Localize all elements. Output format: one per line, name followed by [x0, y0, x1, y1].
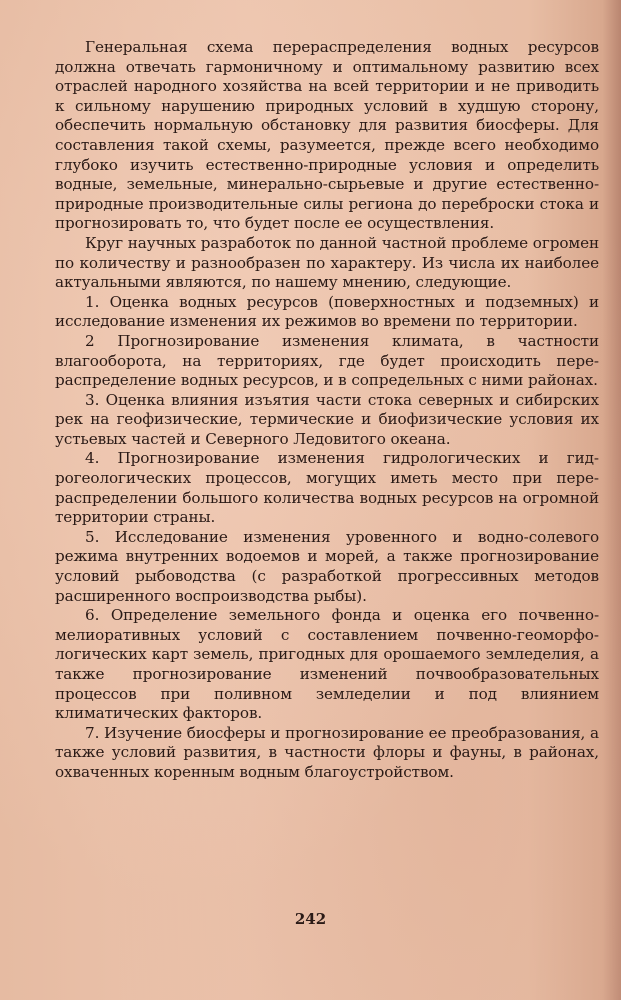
paragraph-intro: Генеральная схема перераспределения водных ресурсов должна отвечать гармоничному и оптимальному развитию всех отраслей народного хозяйства на всей территории и не приводить к сильному нарушению природных условий в худшую сторону, обеспечить нормальную обстановку для развития биосферы. Для составления такой схемы, разумеется, прежде всего необходимо глубоко изучить естественно-природные условия и определить водные, земельные, минерально-сырьевые и другие естественно-природные производительные силы региона до переброски стока и прогнозировать то, что будет после ее осуществления.: [55, 38, 599, 233]
page-number: 242: [294, 910, 327, 928]
list-item-3: 3. Оценка влияния изъятия части стока северных и сибирских рек на геофизические, термические и биофизические условия их устьевых частей и Северного Ледовитого океана.: [55, 390, 599, 448]
list-item-2: 2 Прогнозирование изменения климата, в частности влагооборота, на территориях, где будет происходить перераспределение водных ресурсов, и в сопредельных с ними районах.: [55, 331, 599, 390]
body-text: [55, 38, 599, 783]
list-item-7: 7. Изучение биосферы и прогнозирование ее преобразования, а также условий развития, в частности флоры и фауны, в районах, охваченных коренным водным благоустройством.: [55, 723, 599, 781]
list-item-4: 4. Прогнозирование изменения гидрологических и гидрогеологических процессов, могущих иметь место при перераспределении большого количества водных ресурсов на огромной территории страны.: [55, 449, 599, 527]
list-item-6: 6. Определение земельного фонда и оценка его почвенно-мелиоративных условий с составлением почвенно-геоморфологических карт земель, пригодных для орошаемого земледелия, а также прогнозирование изменений почвообразовательных процессов при поливном земледелии и под влиянием климатических факторов.: [55, 606, 599, 723]
list-item-1: 1. Оценка водных ресурсов (поверхностных и подземных) и исследование изменения их режимов во времени по территории.: [55, 292, 599, 331]
list-item-5: 5. Исследование изменения уровенного и водно-солевого режима внутренних водоемов и морей, а также прогнозирование условий рыбоводства (с разработкой прогрессивных методов расширенного воспроизводства рыбы).: [55, 527, 599, 605]
paragraph-research-scope: Круг научных разработок по данной частной проблеме огромен по количеству и разнообразен по характеру. Из числа их наиболее актуальными являются, по нашему мнению, следующие.: [55, 233, 599, 292]
